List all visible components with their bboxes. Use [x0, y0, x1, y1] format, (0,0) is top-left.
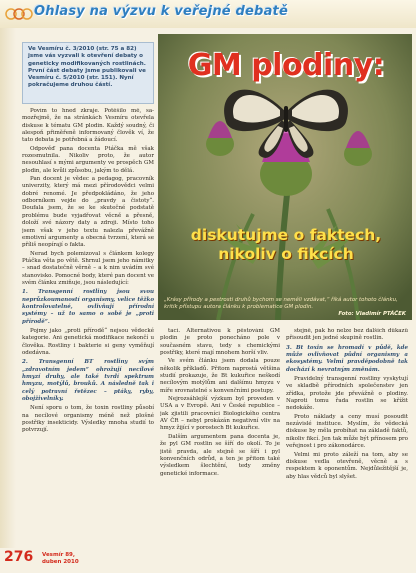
objection-2: 2. Transgenní BT rostliny svým „zdravotním jedem“ ohrožují necílové hmyzí druhy, ale také tvrdí spektrum hmyzu, motýlů, brouků. A následně tak i celý potravní řetězec – ptáky, ryby, obojživelníky.: [22, 359, 154, 403]
article-subheadline: diskutujme o faktech, nikoliv o fikcích: [190, 226, 382, 263]
intro-box: Ve Vesmíru č. 3/2010 (str. 75 a 82) jsme vás vyzvali k otevření debaty o geneticky modifikovaných rostlinách. První část debaty jsme publikovali ve Vesmíru č. 5/2010 (str. 151). Nyní pokračujeme druhou částí.: [22, 42, 154, 104]
paragraph: Nejrozsáhlejší výzkum byl proveden v USA a v Evropě. Ani v České republice – jak zjistili pracovníci Biologického centra AV ČR – nebyl prokázán negativní vliv na hmyz žijící v porostech Bt kukuřice.: [160, 396, 280, 432]
issue-info: [42, 552, 79, 565]
paragraph: Povím to hned zkraje. Potěšilo mě, sa-mozřejmě, že na stránkách Vesmíru otevřela diskuse k tématu GM plodin. Každý soudný, či alespoň přiměřeně informovaný člověk ví, že tato debata je potřebná a žádoucí.: [22, 108, 154, 144]
photo-credit: Foto: Vladimír PTÁČEK: [338, 311, 406, 317]
paragraph: tací. Alternativou k pěstování GM plodin je proto ponecháno pole v současném stavu, tedy s chemickými postřiky, které mají mnohem horší vliv.: [160, 328, 280, 357]
caption-text: „Krásy přírody a pestrosti druhů bychom se neměli vzdávat,“ říká autor tohoto článku, kritik přístupu autora článku k problematice GM plodin.: [164, 297, 398, 310]
issue-line-1: Vesmír 89,: [42, 552, 75, 558]
paragraph: Pojmy jako „proti přírodě“ nejsou vědecké kategorie. Ani genetická modifikace nekončí u člověka. Rostliny i bakterie si geny vyměňují odedávna.: [22, 327, 154, 356]
text-column-1: [22, 108, 154, 548]
section-header: [0, 0, 416, 28]
photo-caption: [158, 297, 412, 327]
paragraph: Nerad bych polemizoval s článkem kolegy Ptáčka věta po větě. Shrnul jsem jeho námitky – snad dostatečně věrně – a k nim uvádím své stanovisko. Pomocné body, které pan docent ve svém článku zmiňuje, jsou následující:: [22, 250, 154, 286]
issue-line-2: duben 2010: [42, 558, 79, 565]
left-margin-band: [0, 28, 16, 548]
paragraph: Odpověď pana docenta Ptáčka mě však rozesmutnila. Nikoliv proto, že autor nesouhlasí s mými argumenty ve prospěch GM plodin, ale kvůli způsobu, jakým to dělá.: [22, 145, 154, 174]
objection-3: 3. Bt toxin se hromadí v půdě, kde může ovlivňovat půdní organismy a ekosystémy. Velmi pravděpodobně tak dochází k nevratným změnám.: [286, 344, 408, 373]
article-photo: [158, 34, 412, 320]
section-title: Ohlasy na výzvu k veřejné debatě: [34, 4, 288, 19]
article-headline: GM plodiny:: [187, 48, 385, 83]
rings-ornament-icon: [4, 5, 34, 23]
paragraph: Pravidelný transgenní rostliny vyskytují ve skladbě přírodních společenstev jen zřídka, protože jde převážně o plodiny. Naproti tomu řada rostlin se křížit nedokáže.: [286, 376, 408, 412]
paragraph: Proto náklady a ceny musí posoudit nezávislé instituce. Myslím, že vědecká diskuse by měla probíhat na základě faktů, nikoliv fikcí. Jen tak může být přínosem pro veřejnost i pro zákonodárce.: [286, 413, 408, 450]
paragraph: Velmi mi proto záleží na tom, aby se diskuse vedla otevřeně, věcně a s respektem k oponentům. Nejdůležitější je, aby hlas vědců byl slyšet.: [286, 451, 408, 480]
text-column-3: [286, 328, 408, 560]
paragraph: Dalším argumentem pana docenta je, že pyl GM rostlin se šíří do okolí. To je jistě pravda, ale stejně se šíří i pyl konvenčních odrůd, a ten je přitom také výsledkem šlechtění, tedy změny genetické informace.: [160, 433, 280, 477]
paragraph: stejně, pak ho nelze bez dalších důkazů přisoudit jen jedné skupině rostlin.: [286, 328, 408, 342]
objection-1: 1. Transgenní rostliny jsou svou neprůzkoumaností organismy, velice těžko kontrolovatelné, ovlivňují přírodní systémy – už to samo o sobě je „proti přírodě“.: [22, 289, 154, 325]
paragraph: Ve svém článku jsem dodala pouze několik příkladů. Přitom naprostá většina studií prokazuje, že Bt kukuřice neškodí necílovým motýlům ani dalšímu hmyzu v míře srovnatelné s konvenčními postupy.: [160, 358, 280, 394]
paragraph: Pan docent je vědec a pedagog, pracovník univerzity, který má mezi přírodovědci velmi dobré renomé. Je předpokládáno, že jeho odborníkem vejde do „pravdy a čistoty“. Doufala jsem, že se ke skutečné podstatě problému bude vyjadřovat věcně a přesně, doloží své názory daty a zdroji. Místo toho jsem však v jeho textu nalezla převážně emotivní argumenty a obecná tvrzení, která se příliš neopírají o fakta.: [22, 176, 154, 249]
paragraph: Není sporu o tom, že toxin rostliny působí na necílové organismy méně než plošné postřiky insekticidy. Výsledky mnoha studií to potvrzují.: [22, 405, 154, 434]
text-column-2: [160, 328, 280, 560]
page-number: 276: [4, 549, 34, 565]
